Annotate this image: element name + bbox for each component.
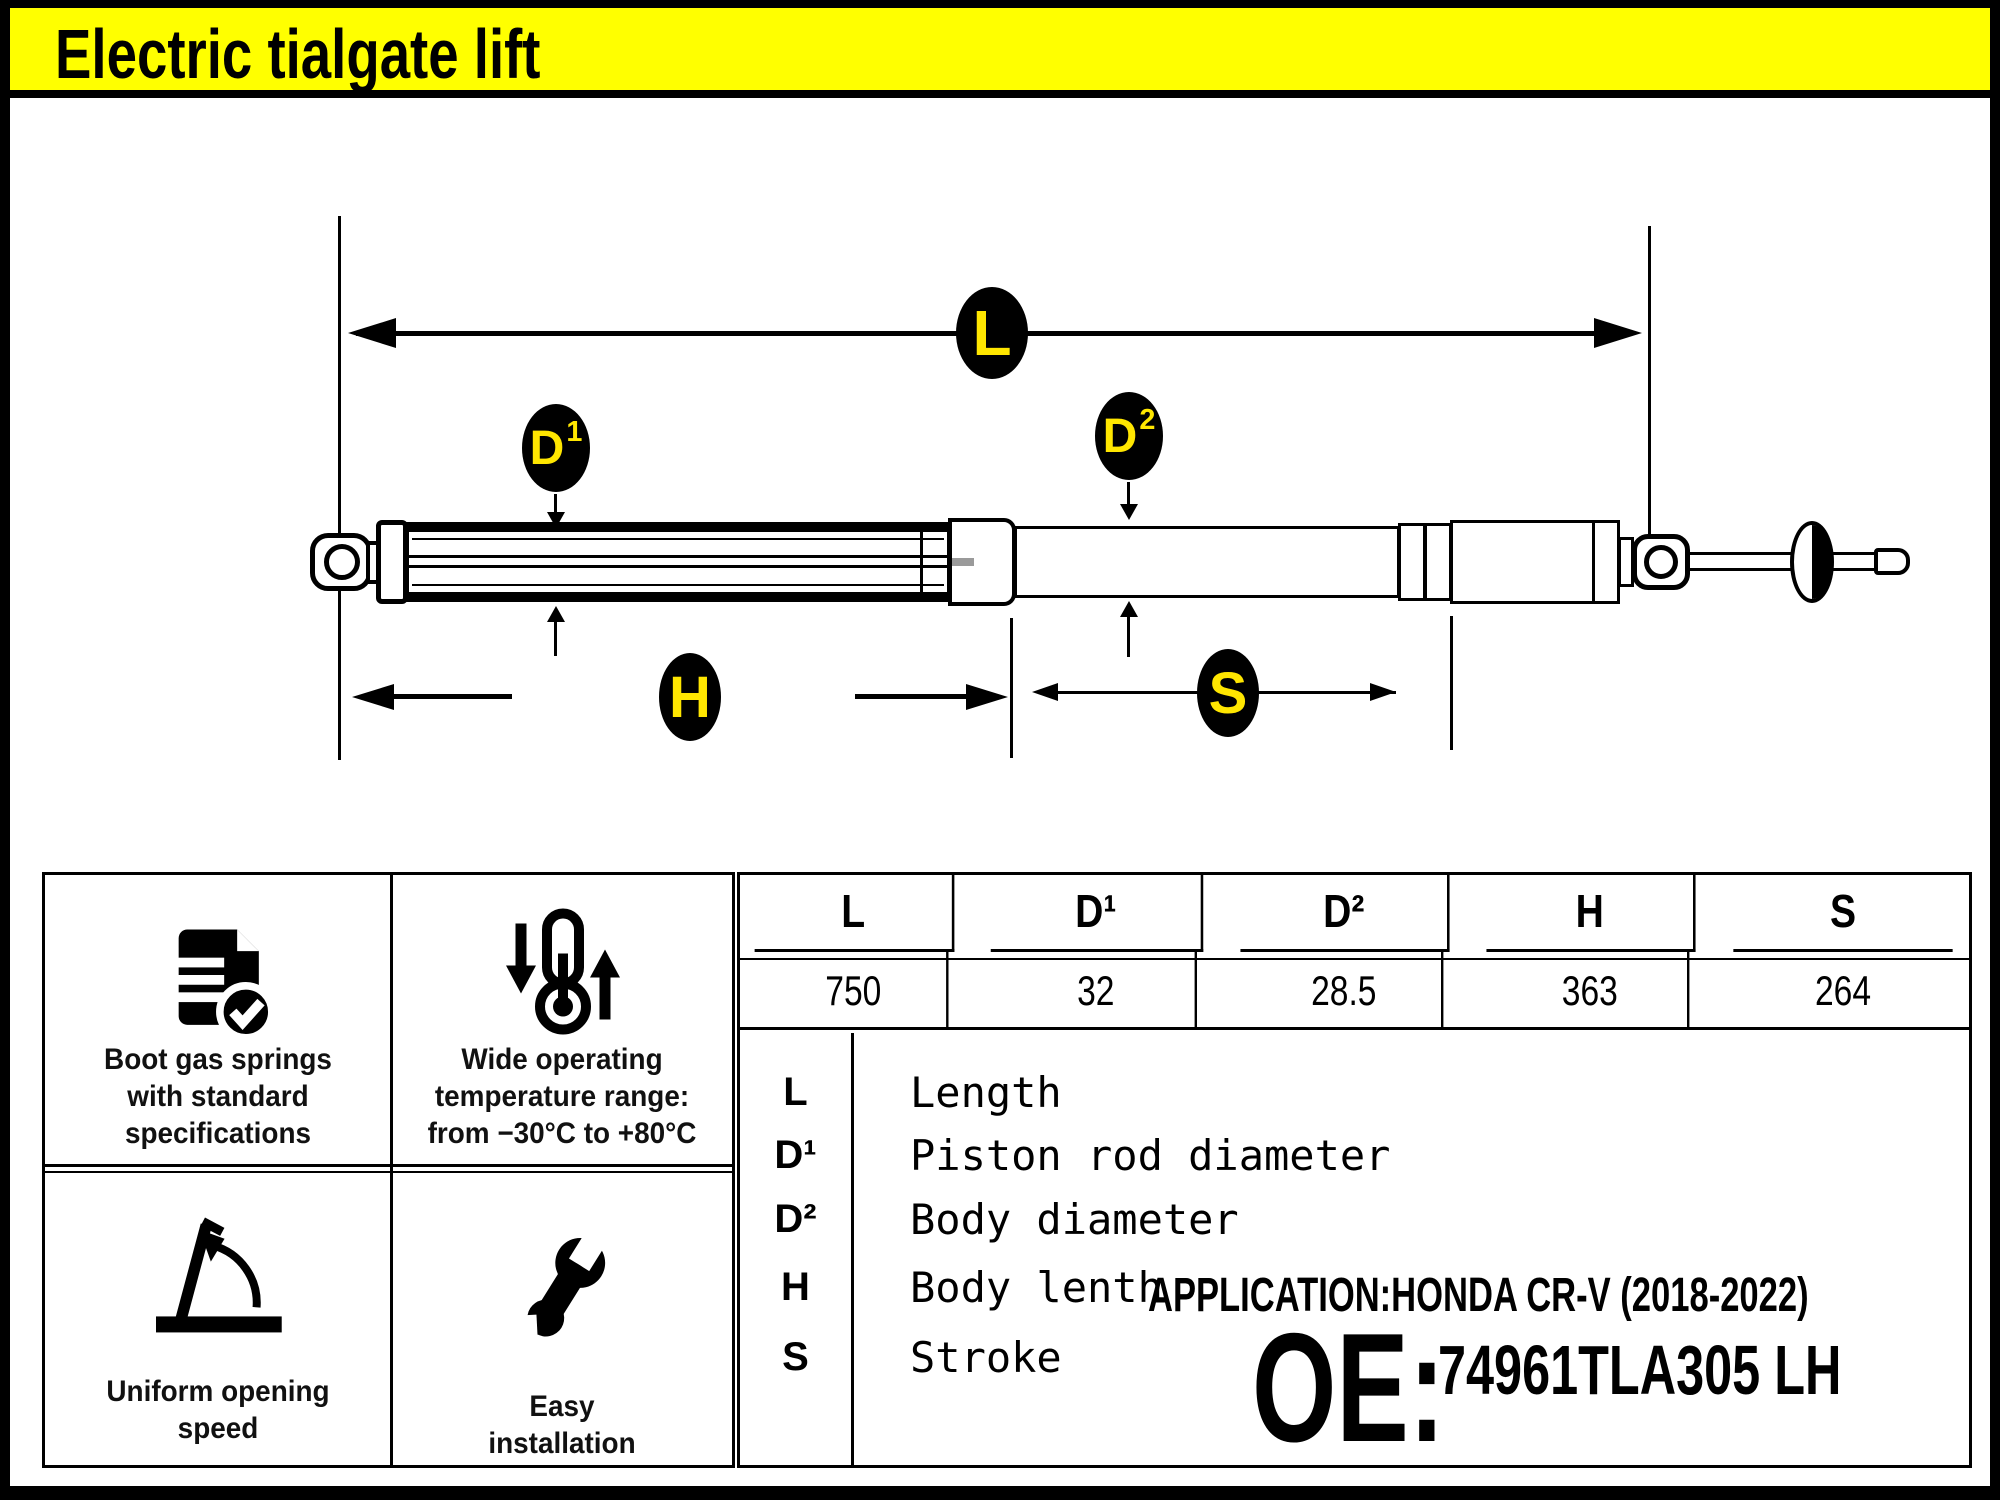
page-title: Electric tialgate lift xyxy=(55,15,541,93)
legend-symbol-divider xyxy=(851,1033,854,1465)
thermometer-range-icon xyxy=(488,905,638,1040)
legend-desc-l: Length xyxy=(910,1067,1062,1117)
legend-desc-h: Body lenth xyxy=(910,1262,1163,1312)
wrench-icon xyxy=(498,1218,628,1363)
tube-inner-line-bottom xyxy=(412,584,944,586)
spec-header-cell-h: H xyxy=(1486,872,1695,952)
tube-top-wall xyxy=(406,522,950,532)
spec-value-cell-h: 363 xyxy=(1493,952,1690,1030)
feature-line: temperature range: xyxy=(434,1080,690,1113)
badge-s-label: S xyxy=(1208,660,1248,726)
actuator-rod xyxy=(1686,552,1882,571)
page-border-bottom xyxy=(0,1486,2000,1500)
application-text: APPLICATION:HONDA CR-V (2018-2022) xyxy=(1148,1269,1809,1322)
feature-line: with standard xyxy=(127,1080,309,1113)
feature-line: specifications xyxy=(124,1117,312,1150)
badge-d1-label: D xyxy=(529,421,565,475)
right-eyelet-hole xyxy=(1644,545,1678,579)
legend-symbol-s: S xyxy=(782,1334,809,1379)
spec-value-cell-d1: 32 xyxy=(997,952,1197,1030)
feature-label xyxy=(409,1041,716,1152)
outer-tube xyxy=(406,522,950,602)
ring-band-1 xyxy=(1398,523,1426,601)
feature-label xyxy=(65,1373,372,1447)
oe-label: OE: xyxy=(1252,1301,1445,1474)
badge-h-label: H xyxy=(669,664,711,730)
feature-line: installation xyxy=(488,1427,636,1460)
legend-symbol-h: H xyxy=(781,1264,810,1309)
spec-header-cell-s: S xyxy=(1733,872,1952,952)
oe-number: 74961TLA305 LH xyxy=(1438,1331,1842,1409)
spec-value-cell-l: 750 xyxy=(761,952,949,1030)
left-eyelet-hole xyxy=(324,544,360,580)
spec-header-cell-d1: D¹ xyxy=(991,872,1204,952)
spec-header-cell-d2: D² xyxy=(1240,872,1449,952)
feature-line: speed xyxy=(177,1412,259,1445)
legend-symbol-l: L xyxy=(783,1069,808,1114)
badge-d2-sup: 2 xyxy=(1139,403,1156,436)
legend-desc-s: Stroke xyxy=(910,1332,1062,1382)
tube-inner-line-top xyxy=(412,538,944,540)
end-cylinder-line xyxy=(1592,523,1595,601)
features-divider-horizontal-1 xyxy=(45,1164,732,1167)
badge-d2-label: D xyxy=(1102,409,1138,463)
feature-label xyxy=(409,1388,716,1462)
piston-rod-end xyxy=(952,558,974,566)
ring-band-2 xyxy=(1424,523,1452,601)
badge-length-label: L xyxy=(972,297,1012,369)
spec-value-cell-s: 264 xyxy=(1814,967,1872,1014)
feature-line: Uniform opening xyxy=(106,1375,330,1408)
feature-line: Easy xyxy=(529,1390,595,1423)
badge-d1-sup: 1 xyxy=(566,415,583,448)
tailgate-open-icon xyxy=(140,1203,300,1343)
body-tube xyxy=(1014,526,1400,598)
tube-bottom-wall xyxy=(406,592,950,602)
left-end-cap xyxy=(376,520,408,604)
spec-header-cell-l: L xyxy=(755,872,955,952)
feature-line: from −30°C to +80°C xyxy=(427,1117,697,1150)
legend-desc-d2: Body diameter xyxy=(910,1194,1239,1244)
feature-card-speed xyxy=(45,1173,390,1465)
feature-line: Wide operating xyxy=(461,1043,663,1076)
legend-desc-d1: Piston rod diameter xyxy=(910,1130,1391,1180)
document-check-icon xyxy=(157,923,287,1053)
spec-value-cell-d2: 28.5 xyxy=(1247,952,1444,1030)
feature-card-specs xyxy=(45,875,390,1164)
feature-label xyxy=(65,1041,372,1152)
legend-symbol-d1: D¹ xyxy=(774,1132,817,1177)
feature-card-installation xyxy=(393,1173,732,1465)
legend-symbol-d2: D² xyxy=(774,1196,817,1241)
feature-line: Boot gas springs xyxy=(104,1043,332,1076)
tube-end-line xyxy=(920,526,923,598)
rod-tip xyxy=(1874,548,1910,575)
feature-card-temperature xyxy=(393,875,732,1164)
